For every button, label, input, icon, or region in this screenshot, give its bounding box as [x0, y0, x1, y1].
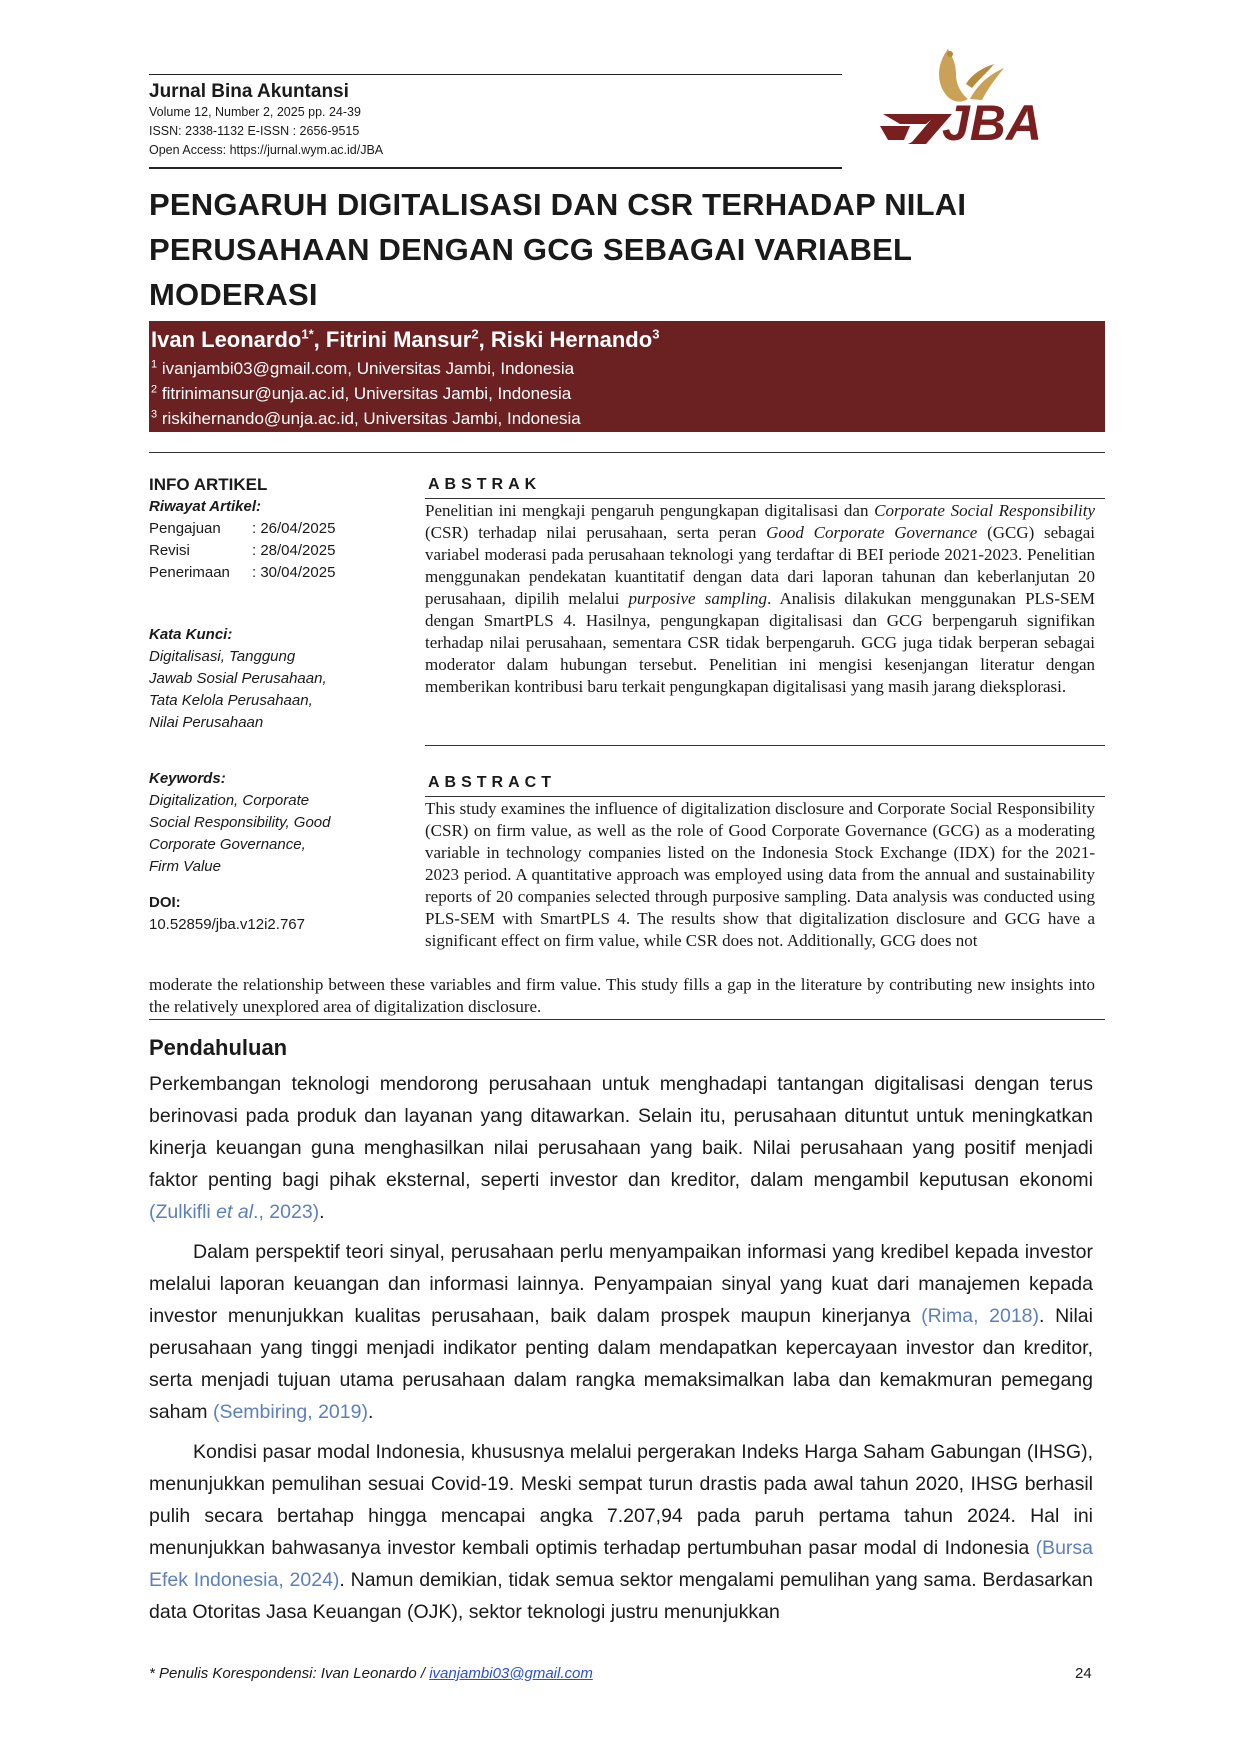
article-info: [149, 474, 389, 936]
paragraph: Dalam perspektif teori sinyal, perusahaan perlu menyampaikan informasi yang kredibel kepada investor melalui laporan keuangan dan informasi lainnya. Penyampaian sinyal yang kuat dari manajemen kepada investor menunjukkan kualitas perusahaan, baik dalam prospek maupun kinerjanya (Rima, 2018). Nilai perusahaan yang tinggi menjadi indikator penting dalam mendapatkan kepercayaan investor dan kreditor, serta menjadi tujuan utama perusahaan dalam rangka memaksimalkan laba dan kemakmuran pemegang saham (Sembiring, 2019).: [149, 1241, 1093, 1423]
section-title: Pendahuluan: [149, 1035, 288, 1060]
bird-icon: [939, 49, 1004, 102]
keywords-label: Keywords:: [149, 770, 226, 787]
history-row: Penerimaan : 30/04/2025: [149, 564, 336, 581]
affiliation-3: $^3$ riskihernando@unja.ac.id, Universitas Jambi, Indonesia: [151, 408, 581, 428]
header-rule: [149, 167, 842, 169]
journal-open-access: Open Access: https://jurnal.wym.ac.id/JBA: [149, 143, 384, 157]
affiliation-1: $^1$ ivanjambi03@gmail.com, Universitas Jambi, Indonesia: [151, 358, 575, 378]
keywords-line: Firm Value: [149, 858, 221, 875]
jba-logo: [878, 44, 1103, 162]
history-label: Riwayat Artikel:: [149, 498, 261, 515]
history-row: Revisi : 28/04/2025: [149, 542, 336, 559]
journal-header: [149, 74, 842, 160]
kata-kunci-line: Jawab Sosial Perusahaan,: [149, 670, 327, 687]
abstrak-rule-bottom: [425, 745, 1105, 746]
divider: [149, 452, 1105, 453]
doi-label: DOI:: [149, 894, 181, 911]
email-link[interactable]: ivanjambi03@gmail.com: [429, 1665, 593, 1682]
kata-kunci-label: Kata Kunci:: [149, 626, 233, 643]
kata-kunci-line: Tata Kelola Perusahaan,: [149, 692, 313, 709]
author-name: Ivan Leonardo: [151, 327, 302, 352]
info-title: INFO ARTIKEL: [149, 475, 268, 494]
journal-volume: Volume 12, Number 2, 2025 pp. 24-39: [149, 105, 361, 119]
article-title: PENGARUH DIGITALISASI DAN CSR TERHADAP NILAI PERUSAHAAN DENGAN GCG SEBAGAI VARIABEL MODERASI: [149, 187, 967, 312]
citation-link[interactable]: (Zulkifli et al., 2023): [149, 1201, 320, 1223]
paragraph: Kondisi pasar modal Indonesia, khususnya melalui pergerakan Indeks Harga Saham Gabungan (IHSG), menunjukkan pemulihan sesuai Covid-19. Meski sempat turun drastis pada awal tahun 2020, IHSG berhasil pulih secara bertahap hingga mencapai angka 7.207,94 pada paruh pertama tahun 2024. Hal ini menunjukkan bahwasanya investor kembali optimis terhadap pertumbuhan pasar modal di Indonesia (Bursa Efek Indonesia, 2024). Namun demikian, tidak semua sektor mengalami pemulihan yang sama. Berdasarkan data Otoritas Jasa Keuangan (OJK), sektor teknologi justru menunjukkan: [149, 1441, 1093, 1623]
abstrak-rule-top: [425, 498, 1105, 499]
citation-link[interactable]: (Sembiring, 2019): [212, 1401, 368, 1423]
abstrak-text: Penelitian ini mengkaji pengaruh pengungkapan digitalisasi dan Corporate Social Responsibility (CSR) terhadap nilai perusahaan, serta peran Good Corporate Governance (GCG) sebagai variabel moderasi pada perusahaan teknologi yang terdaftar di BEI periode 2021-2023. Penelitian menggunakan pendekatan kuantitatif dengan data dari laporan tahunan dan keberlanjutan 20 perusahaan, dipilih melalui purposive sampling. Analisis dilakukan menggunakan PLS-SEM dengan SmartPLS 4. Hasilnya, pengungkapan digitalisasi dan GCG berpengaruh signifikan terhadap nilai perusahaan, sementara CSR tidak berpengaruh. GCG juga tidak berperan sebagai moderator dalam hubungan tersebut. Penelitian ini mengisi kesenjangan literatur dengan memberikan kontribusi baru terkait pengungkapan digitalisasi yang masih jarang dieksplorasi.: [425, 501, 1095, 696]
journal-name: Jurnal Bina Akuntansi: [149, 81, 349, 102]
keywords-line: Social Responsibility, Good: [149, 814, 331, 831]
abstract-text-continued: moderate the relationship between these variables and firm value. This study fills a gap in the literature by contributing new insights into the relatively unexplored area of digitalization disclosure.: [149, 975, 1095, 1016]
affiliation-2: $^2$ fitrinimansur@unja.ac.id, Universitas Jambi, Indonesia: [151, 383, 572, 403]
keywords-line: Corporate Governance,: [149, 836, 306, 853]
author-name: Fitrini Mansur: [325, 327, 472, 352]
body-text: [149, 1068, 1093, 1636]
doi-value[interactable]: 10.52859/jba.v12i2.767: [149, 916, 305, 933]
kata-kunci-line: Nilai Perusahaan: [149, 714, 264, 731]
abstract-rule-bottom: [149, 1019, 1105, 1020]
citation-link[interactable]: (Rima, 2018): [921, 1305, 1040, 1327]
author-band: [149, 321, 1105, 432]
abstract-heading: ABSTRACT: [428, 774, 556, 791]
paragraph: Perkembangan teknologi mendorong perusahaan untuk menghadapi tantangan digitalisasi dengan terus berinovasi pada produk dan layanan yang ditawarkan. Selain itu, perusahaan dituntut untuk meningkatkan kinerja keuangan guna menghasilkan nilai perusahaan yang baik. Nilai perusahaan yang positif menjadi faktor penting bagi pihak eksternal, seperti investor dan kreditor, dalam mengambil keputusan ekonomi (Zulkifli et al., 2023).: [149, 1073, 1093, 1223]
page-number: 24: [1075, 1665, 1092, 1682]
kata-kunci-line: Digitalisasi, Tanggung: [149, 648, 296, 665]
abstract-text: This study examines the influence of digitalization disclosure and Corporate Social Responsibility (CSR) on firm value, as well as the role of Good Corporate Governance (GCG) as a moderating variable in technology companies listed on the Indonesia Stock Exchange (IDX) for the 2021-2023 period. A quantitative approach was employed using data from the annual and sustainability reports of 20 companies selected through purposive sampling. Data analysis was conducted using PLS-SEM with SmartPLS 4. The results show that digitalization disclosure and GCG have a significant effect on firm value, while CSR does not. Additionally, GCG does not: [425, 799, 1095, 950]
author-list: Ivan Leonardo$^{1*}$, Fitrini Mansur$^2$, Riski Hernando$^3$: [151, 326, 660, 352]
abstract-rule-top: [425, 796, 1105, 797]
journal-issn: ISSN: 2338-1132 E-ISSN : 2656-9515: [149, 124, 360, 138]
citation-link[interactable]: (Bursa Efek Indonesia, 2024): [149, 1537, 1093, 1591]
history-row: Pengajuan : 26/04/2025: [149, 520, 336, 537]
keywords-line: Digitalization, Corporate: [149, 792, 310, 809]
author-name: Riski Hernando: [490, 327, 653, 352]
logo-lettering: JBA: [942, 95, 1043, 151]
abstrak-heading: ABSTRAK: [428, 476, 542, 493]
corresponding-author-note: * Penulis Korespondensi: Ivan Leonardo / ivanjambi03@gmail.com: [149, 1665, 593, 1682]
